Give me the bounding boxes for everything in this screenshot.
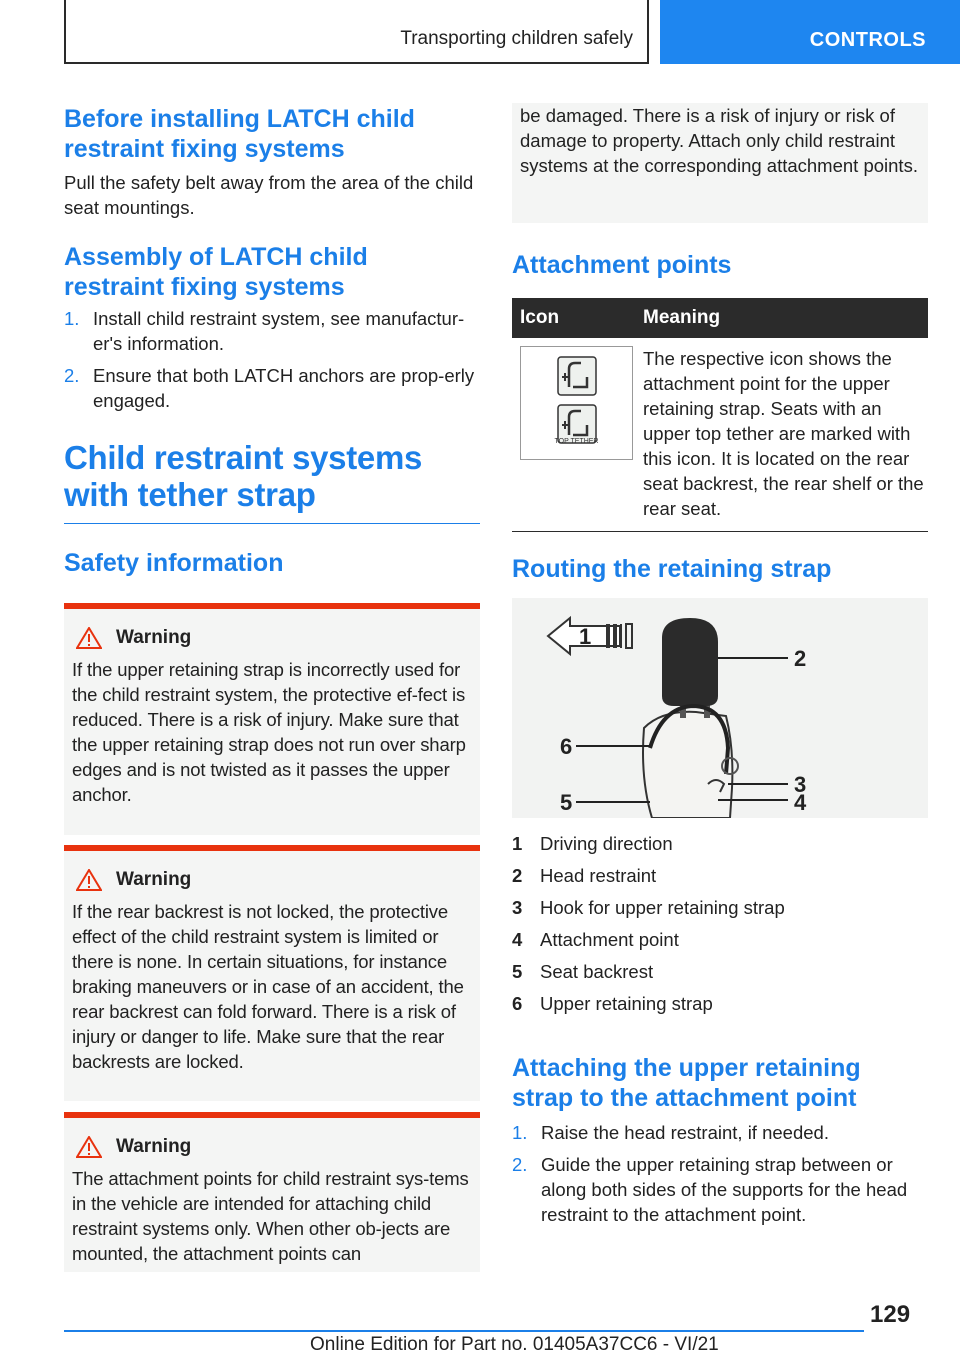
- page-number: 129: [870, 1301, 911, 1328]
- step-text: Raise the head restraint, if needed.: [541, 1122, 829, 1143]
- warning-header: [76, 1136, 472, 1158]
- step-number: 1.: [512, 1122, 528, 1143]
- warning-label: Warning: [116, 627, 192, 648]
- step-text: Ensure that both LATCH anchors are prop-erly engaged.: [93, 365, 475, 411]
- warning-box: [64, 845, 480, 1101]
- legend-text: Seat backrest: [540, 961, 654, 982]
- legend-number: 1: [512, 833, 523, 854]
- step-number: 2.: [64, 365, 80, 386]
- figure-label-4: 4: [794, 790, 807, 815]
- warning-label: Warning: [116, 1136, 192, 1157]
- legend-table: [512, 828, 785, 1020]
- icon-caption: TOP TETHER: [554, 438, 599, 445]
- table-cell-meaning: The respective icon shows the attachment point for the upper retaining strap. Seats with an upper top tether are marked with this icon. It is located on the rear seat backrest, the rear shelf or the rear seat.: [635, 338, 928, 532]
- figure-label-3: 3: [794, 772, 807, 797]
- figure-label-1: 1: [579, 624, 592, 649]
- warning-text: If the upper retaining strap is incorrectly used for the child restraint system, the protective ef-fect is reduced. There is a risk of injury. Make sure that the upper retaining strap does not run over sharp edges and is not twisted as it passes the upper anchor.: [72, 659, 466, 805]
- attaching-steps: [512, 1120, 928, 1234]
- list-item: [64, 306, 480, 356]
- list-item: [512, 1120, 928, 1145]
- tab-controls[interactable]: [660, 0, 960, 64]
- chapter-rule: [64, 523, 480, 524]
- footer-rule: [64, 1330, 864, 1332]
- top-tether-icon: [520, 346, 633, 460]
- before-installing-text: Pull the safety belt away from the area of the child seat mountings.: [64, 172, 474, 218]
- warning-header: [76, 869, 472, 891]
- list-item: [64, 363, 480, 413]
- warning-text: The attachment points for child restraint sys-tems in the vehicle are intended for attaching child restraint systems only. When other ob-jects are mounted, the attachment points can: [72, 1168, 469, 1264]
- seat-diagram: [512, 598, 928, 818]
- header-frame: [64, 0, 649, 64]
- step-text: Guide the upper retaining strap between or along both sides of the supports for the head restraint to the attachment point.: [541, 1154, 908, 1225]
- list-item: [512, 956, 785, 988]
- figure-label-6: 6: [560, 734, 573, 759]
- chapter-heading: Child restraint systems with tether strap: [64, 439, 423, 513]
- heading-before-installing: Before installing LATCH child restraint fixing systems: [64, 105, 415, 163]
- warning-triangle-icon: [76, 627, 102, 649]
- warning-box: [64, 603, 480, 835]
- heading-safety-information: Safety information: [64, 549, 284, 577]
- list-item: [512, 1152, 928, 1227]
- warning-continued-text: be damaged. There is a risk of injury or risk of damage to property. Attach only child restraint systems at the corresponding attachment points.: [520, 105, 918, 176]
- legend-text: Upper retaining strap: [540, 993, 713, 1014]
- attachment-table-wrap: [512, 298, 928, 532]
- table-header-icon: Icon: [512, 298, 635, 338]
- legend-number: 5: [512, 961, 523, 982]
- step-number: 2.: [512, 1154, 528, 1175]
- list-item: [512, 924, 785, 956]
- heading-attachment-points: Attachment points: [512, 251, 732, 279]
- edition-text: Online Edition for Part no. 01405A37CC6 - VI/21: [310, 1334, 719, 1355]
- legend-number: 2: [512, 865, 523, 886]
- figure-label-5: 5: [560, 790, 573, 815]
- legend-text: Hook for upper retaining strap: [540, 897, 785, 918]
- warning-header: [76, 627, 472, 649]
- assembly-steps: [64, 306, 480, 413]
- left-column: [64, 104, 480, 578]
- table-header-meaning: Meaning: [635, 298, 928, 338]
- legend-text: Attachment point: [540, 929, 679, 950]
- heading-routing: Routing the retaining strap: [512, 555, 832, 583]
- warning-box: [64, 1112, 480, 1272]
- list-item: [512, 860, 785, 892]
- table-row: [512, 338, 928, 532]
- warning-triangle-icon: [76, 1136, 102, 1158]
- section-title: Transporting children safely: [400, 28, 633, 49]
- table-header-row: [512, 298, 928, 338]
- legend-number: 6: [512, 993, 523, 1014]
- table-cell-icon: [512, 338, 635, 532]
- figure-label-2: 2: [794, 646, 807, 671]
- routing-figure: [512, 598, 928, 818]
- list-item: [512, 988, 785, 1020]
- warning-text: If the rear backrest is not locked, the protective effect of the child restraint system is limited or there is none. In certain situations, for instance braking maneuvers or in case of an accident, the rear backrest can fold forward. There is a risk of injury or danger to life. Make sure that the rear backrests are locked.: [72, 901, 464, 1072]
- warning-continued-box: [512, 103, 928, 223]
- list-item: [512, 892, 785, 924]
- heading-assembly: Assembly of LATCH child restraint fixing systems: [64, 243, 368, 301]
- step-number: 1.: [64, 308, 80, 329]
- attachment-table: [512, 298, 928, 532]
- step-text: Install child restraint system, see manufactur-er's information.: [93, 308, 465, 354]
- legend-number: 4: [512, 929, 523, 950]
- warning-label: Warning: [116, 869, 192, 890]
- figure-legend: [512, 828, 785, 1020]
- list-item: [512, 828, 785, 860]
- legend-number: 3: [512, 897, 523, 918]
- warning-triangle-icon: [76, 869, 102, 891]
- tab-controls-label: CONTROLS: [809, 29, 926, 51]
- heading-attaching-strap: Attaching the upper retaining strap to the attachment point: [512, 1054, 861, 1112]
- legend-text: Driving direction: [540, 833, 673, 854]
- legend-text: Head restraint: [540, 865, 657, 886]
